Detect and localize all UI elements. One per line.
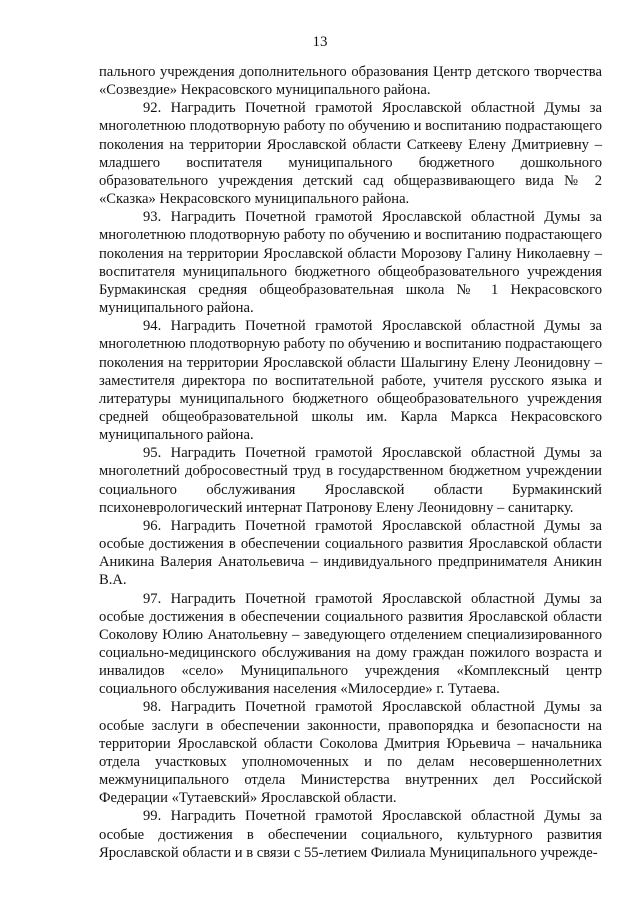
paragraph-item-95: 95. Наградить Почетной грамотой Ярославской областной Думы за многолетний добросовестный труд в государственном бюджетном учреждении социального обслуживания Ярославской области Бурмакинский психоневрологический интернат Патронову Елену Леонидовну – санитарку. — [99, 445, 602, 516]
paragraph-item-99: 99. Наградить Почетной грамотой Ярославской областной Думы за особые достижения в обеспечении социального, культурного развития Ярославской области и в связи с 55-летием Филиала Муниципального учрежде- — [99, 808, 602, 861]
page-number: 13 — [312, 34, 328, 50]
paragraph-item-92: 92. Наградить Почетной грамотой Ярославской областной Думы за многолетнюю плодотворную работу по обучению и воспитанию подрастающего поколения на территории Ярославской области Саткееву Елену Дмитриевну – младшего воспитателя муниципального бюджетного дошкольного образовательного учреждения детский сад общеразвивающего вида № 2 «Сказка» Некрасовского муниципального района. — [99, 100, 602, 208]
paragraph-item-96: 96. Наградить Почетной грамотой Ярославской областной Думы за особые достижения в обеспечении социального развития Ярославской области Аникина Валерия Анатольевича – индивидуального предпринимателя Аникин В.А. — [99, 517, 602, 589]
paragraph-item-93: 93. Наградить Почетной грамотой Ярославской областной Думы за многолетнюю плодотворную работу по обучению и воспитанию подрастающего поколения на территории Ярославской области Морозову Галину Николаевну – воспитателя муниципального бюджетного общеобразовательного учреждения Бурмакинская средняя общеобразовательная школа № 1 Некрасовского муниципального района. — [99, 209, 602, 317]
paragraph-continuation: пального учреждения дополнительного образования Центр детского творчества «Созвездие» Некрасовского муниципального района. — [99, 64, 602, 99]
document-body — [99, 63, 602, 862]
paragraph-item-97: 97. Наградить Почетной грамотой Ярославской областной Думы за особые достижения в обеспечении социального развития Ярославской области Соколову Юлию Анатольевну – заведующего отделением специализированного социально-медицинского обслуживания на дому граждан пожилого возраста и инвалидов «село» Муниципального учреждения «Комплексный центр социального обслуживания населения «Милосердие» г. Тутаева. — [99, 590, 602, 698]
paragraph-item-98: 98. Наградить Почетной грамотой Ярославской областной Думы за особые заслуги в обеспечении законности, правопорядка и безопасности на территории Ярославской области Соколова Дмитрия Юрьевича – начальника отдела участковых уполномоченных и по делам несовершеннолетних межмуниципального отдела Министерства внутренних дел Российской Федерации «Тутаевский» Ярославской области. — [99, 699, 602, 807]
paragraph-item-94: 94. Наградить Почетной грамотой Ярославской областной Думы за многолетнюю плодотворную работу по обучению и воспитанию подрастающего поколения на территории Ярославской области Шалыгину Елену Леонидовну – заместителя директора по воспитательной работе, учителя русского языка и литературы муниципального бюджетного общеобразовательного учреждения средней общеобразовательной школы им. Карла Маркса Некрасовского муниципального района. — [99, 318, 602, 444]
